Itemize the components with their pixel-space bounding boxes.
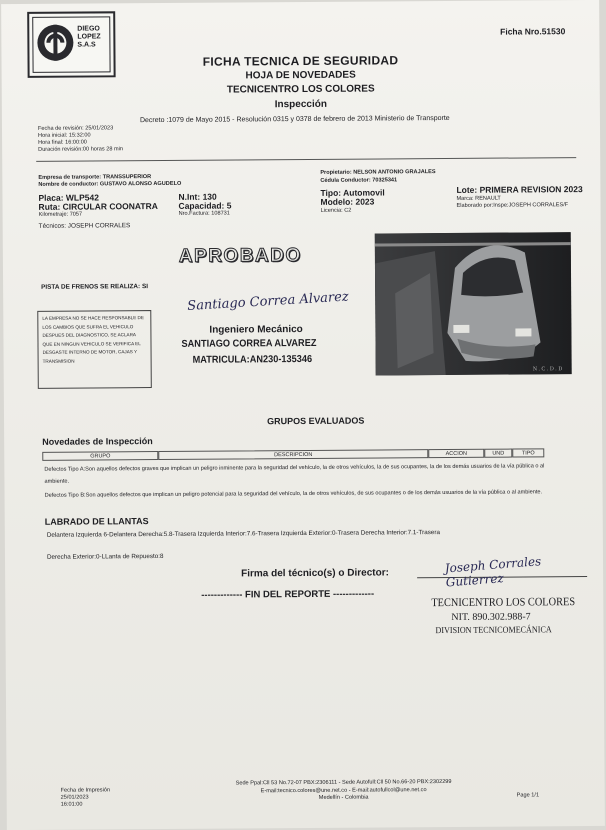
fecha-impresion: Fecha de Impresión 25/01/2023 16:01:00 [60, 787, 111, 808]
logo-text: DIEGO LOPEZ S.A.S [77, 25, 101, 49]
novedades-title: Novedades de Inspección [42, 436, 153, 447]
defectos-tipo-a: Defectos Tipo A:Son aquellos defectos graves que implican un peligro inminente para la seguridad del vehículo, la de otros vehículos, la de sus ocupantes, la de los demás usuarios de la vía pública o al ambiente. [44, 463, 545, 485]
col-grupo: GRUPO [42, 451, 158, 461]
tecnicentro-stamp-name: TECNICENTRO LOS COLORES [431, 596, 576, 610]
engineer-signature: Santiago Correa Alvarez [186, 289, 350, 315]
engineer-role: Ingeniero Mecánico [209, 323, 303, 336]
tecnicos: Técnicos: JOSEPH CORRALES [38, 222, 131, 230]
revision-times [38, 125, 123, 154]
disclaimer-box: LA EMPRESA NO SE HACE RESPONSABLE DE LOS CAMBIOS QUE SUFRA EL VEHICULO DESPUES DEL DIAGNOSTICO, SE ACLARA QUE EN NINGUN VEHICULO SE VERIFICA EL DESGASTE INTERNO DE MOTOR, CAJAS Y TRANSMISION [37, 310, 152, 389]
col-accion: ACCION [428, 449, 484, 458]
numero-interno: N.Int: 130 [178, 191, 217, 202]
fecha-revision: Fecha de revisión: 25/01/2023 [37, 125, 114, 132]
capacidad: Capacidad: 5 [178, 200, 232, 211]
document-title: FICHA TECNICA DE SEGURIDAD [202, 53, 399, 69]
licencia: Licencia: C2 [320, 207, 352, 214]
labrado-llantas-title: LABRADO DE LLANTAS [44, 516, 149, 527]
footer-city: Medellín - Colombia [318, 794, 369, 801]
center-name: TECNICENTRO LOS COLORES [226, 83, 375, 96]
ficha-number: Ficha Nro.51530 [500, 26, 566, 37]
hora-inicial: Hora inicial: 15:32:00 [38, 132, 91, 139]
tecnicentro-stamp-division: DIVISION TECNICOMECÁNICA [435, 624, 552, 636]
vehicle-photo-image [375, 232, 572, 375]
page-number: Page 1/1 [516, 792, 540, 799]
cedula-conductor: Cédula Conductor: 70325341 [320, 177, 398, 184]
engineer-matricula: MATRICULA:AN230-135346 [192, 353, 313, 366]
col-tipo: TIPO [512, 448, 544, 457]
aprobado-stamp: APROBADO [178, 245, 302, 267]
kilometraje: Kilometraje: 7057 [38, 211, 83, 218]
elaborado-por: Elaborado por:Inspe:JOSEPH CORRALES/F [456, 202, 569, 209]
nombre-conductor: Nombre de conductor: GUSTAVO ALONSO AGUDELO [38, 180, 182, 188]
tecnicentro-stamp-nit: NIT. 890.302.988-7 [451, 611, 531, 623]
tipo-vehiculo: Tipo: Automovil [320, 187, 385, 198]
empresa-transporte: Empresa de transporte: TRANSSUPERIOR [38, 174, 152, 181]
photo-watermark: Ｎ.Ｃ.Ｄ.Ｄ [532, 366, 564, 373]
footer-sede: Sede Ppal:Cll 53 No.72-07 PBX:2306111 - Sede Autofull:Cll 50 No.66-20 PBX:2302299 [235, 778, 452, 787]
labrado-llantas-line-1: Delantera Izquierda 6-Delantera Derecha:5.8-Trasera Izquierda Interior:7.6-Trasera Izquierda Exterior:0-Trasera Derecha Interior:7.1-Trasera [46, 529, 441, 539]
nro-factura: Nro.Factura: 108731 [178, 210, 230, 217]
divider [36, 157, 576, 162]
marca: Marca: RENAULT [456, 195, 501, 202]
duracion-revision: Duración revisión:00 horas 28 min [38, 146, 124, 153]
grupos-evaluados-title: GRUPOS EVALUADOS [267, 415, 365, 427]
vehicle-photo [375, 232, 572, 375]
propietario: Propietario: NELSON ANTONIO GRAJALES [320, 169, 436, 176]
labrado-llantas-line-2: Derecha Exterior:0-LLanta de Repuesto:8 [46, 552, 164, 561]
footer-address [213, 779, 475, 803]
col-und: UND [484, 449, 512, 458]
document-page [1, 0, 605, 830]
lote: Lote: PRIMERA REVISION 2023 [456, 184, 583, 195]
director-signature: Joseph Corrales Gutierrez [444, 554, 542, 590]
modelo: Modelo: 2023 [320, 196, 375, 207]
document-subtitle: HOJA DE NOVEDADES [245, 69, 356, 82]
defectos-tipo-b: Defectos Tipo B:Son aquellos defectos que implican un peligro potencial para la seguridad del vehículo, la de otros vehículos, de sus ocupantes o de los demás usuarios de la vía pública o al ambiente. [44, 489, 543, 499]
firma-label: Firma del técnico(s) o Director: [241, 567, 389, 580]
section-inspeccion: Inspección [274, 98, 327, 111]
hora-final: Hora final: 16:00:00 [38, 139, 87, 146]
fin-del-reporte: ------------- FIN DEL REPORTE ------------- [201, 588, 375, 601]
engineer-name: SANTIAGO CORREA ALVAREZ [181, 337, 317, 350]
pista-frenos: PISTA DE FRENOS SE REALIZA: SI [41, 283, 148, 291]
decreto-text: Decreto :1079 de Mayo 2015 - Resolución 0315 y 0378 de febrero de 2013 Ministerio de Transporte [139, 114, 450, 125]
footer-email: E-mail:tecnico.colores@une.net.co - E-mail:autofullcol@une.net.co [260, 786, 427, 794]
placa: Placa: WLP542 [38, 192, 99, 203]
novedades-table-header [42, 448, 550, 461]
ruta: Ruta: CIRCULAR COONATRA [38, 201, 158, 212]
col-descripcion: DESCRIPCION [158, 449, 428, 460]
